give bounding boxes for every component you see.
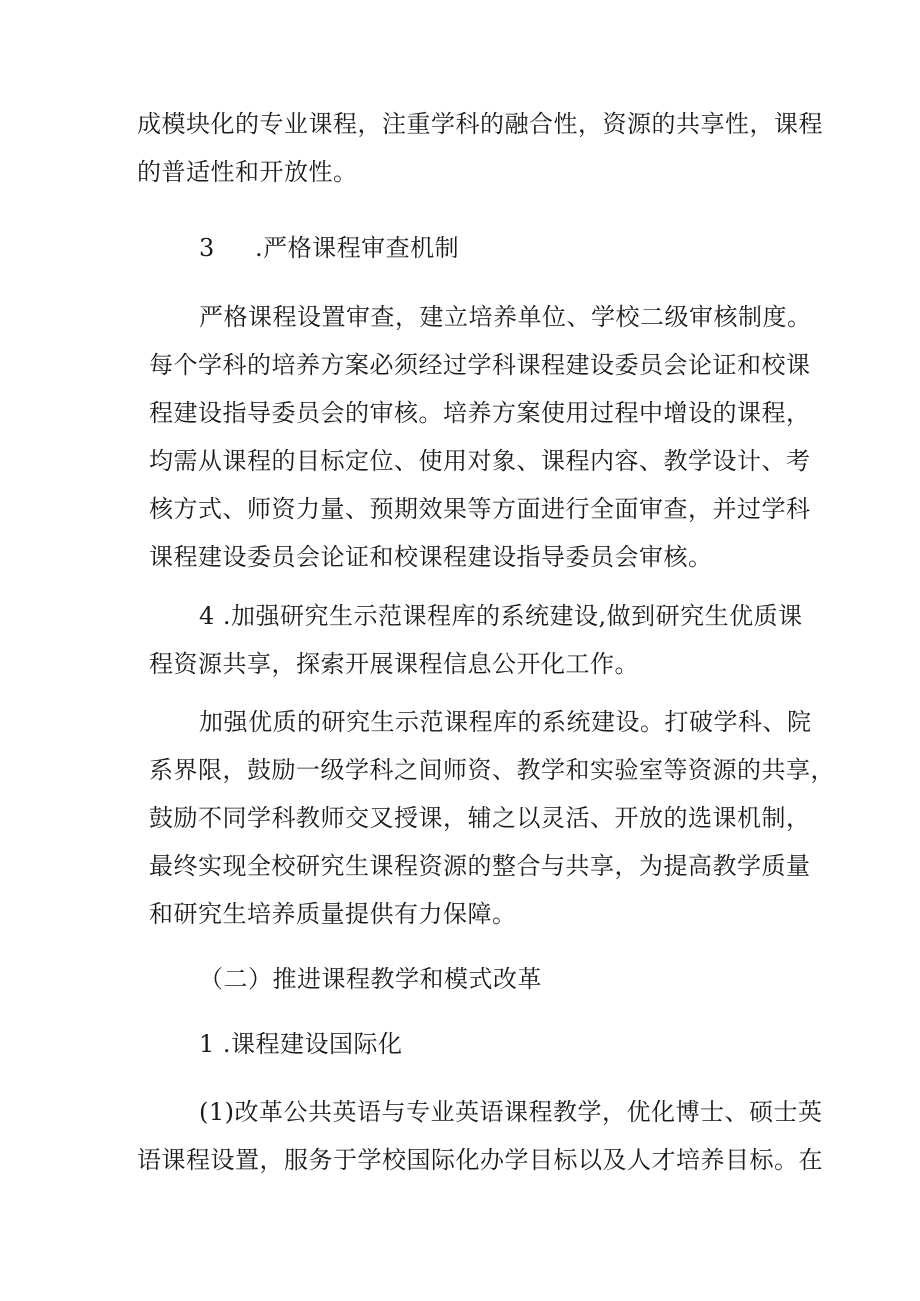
paragraph-line: 核方式、师资力量、预期效果等方面进行全面审查，并过学科 (149, 495, 811, 523)
heading-title: 4 .加强研究生示范课程库的系统建设,做到研究生优质课 (199, 602, 803, 630)
paragraph-line: 和研究生培养质量提供有力保障。 (149, 900, 517, 928)
paragraph-line: 程建设指导委员会的审核。培养方案使用过程中增设的课程， (149, 399, 811, 427)
paragraph-line: 鼓励不同学科教师交叉授课，辅之以灵活、开放的选课机制， (149, 804, 811, 832)
paragraph-line: 每个学科的培养方案必须经过学科课程建设委员会论证和校课 (149, 351, 811, 379)
heading-title: .严格课程审查机制 (255, 234, 460, 262)
paragraph-line: (1)改革公共英语与专业英语课程教学，优化博士、硕士英 (199, 1098, 823, 1126)
section-heading: （二）推进课程教学和模式改革 (199, 965, 542, 993)
paragraph-line: 加强优质的研究生示范课程库的系统建设。打破学科、院 (199, 708, 812, 736)
paragraph-line: 成模块化的专业课程，注重学科的融合性，资源的共享性，课程 (137, 110, 823, 138)
heading-title: 程资源共享，探索开展课程信息公开化工作。 (149, 650, 639, 678)
paragraph-line: 系界限，鼓励一级学科之间师资、教学和实验室等资源的共享， (149, 756, 835, 784)
paragraph-line: 语课程设置，服务于学校国际化办学目标以及人才培养目标。在 (137, 1146, 823, 1174)
paragraph-line: 严格课程设置审查，建立培养单位、学校二级审核制度。 (199, 303, 812, 331)
paragraph-line: 的普适性和开放性。 (137, 158, 358, 186)
heading-number: 3 (199, 234, 215, 262)
paragraph-line: 课程建设委员会论证和校课程建设指导委员会审核。 (149, 543, 713, 571)
heading-title: 1 .课程建设国际化 (199, 1030, 403, 1058)
paragraph-line: 均需从课程的目标定位、使用对象、课程内容、教学设计、考 (149, 447, 811, 475)
paragraph-line: 最终实现全校研究生课程资源的整合与共享，为提高教学质量 (149, 852, 811, 880)
